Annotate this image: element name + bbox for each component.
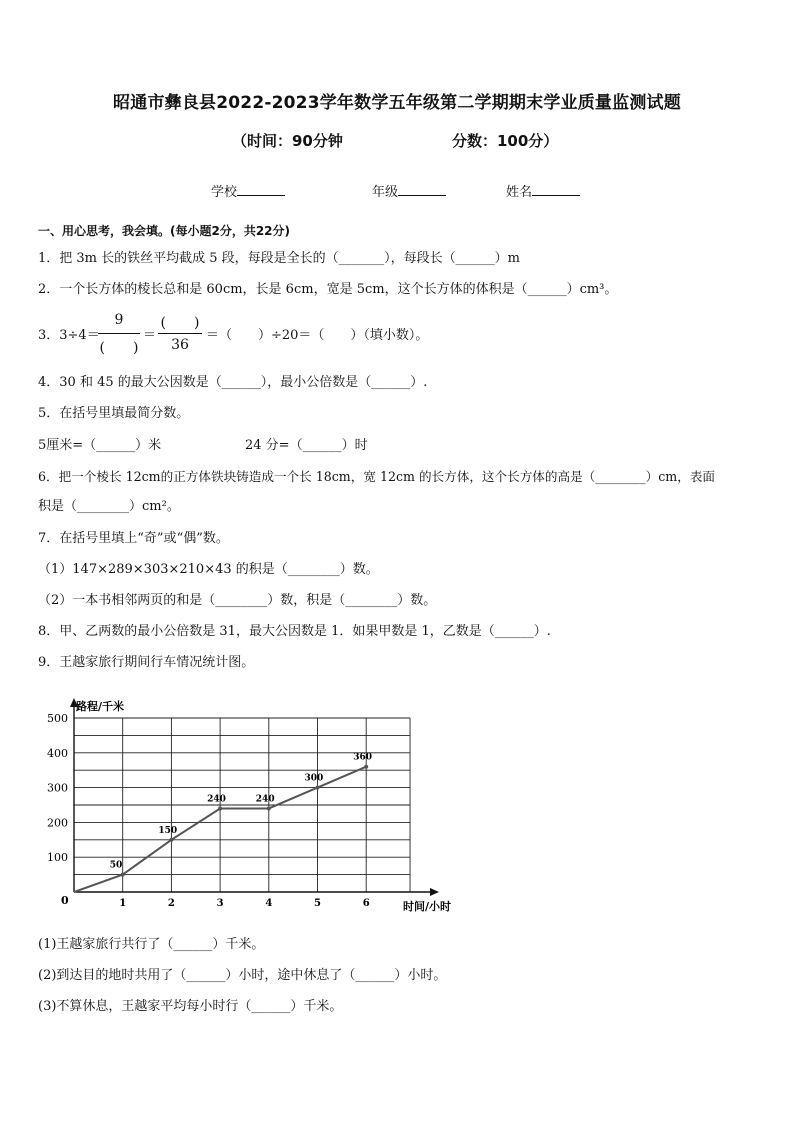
x-axis-title: 时间/小时	[403, 900, 452, 913]
y-tick-label: 400	[47, 746, 68, 760]
y-tick-label: 500	[47, 712, 68, 725]
data-label: 240	[207, 794, 226, 805]
data-label: 240	[255, 794, 275, 805]
question-2: 2．一个长方体的棱长总和是 60cm，长是 6cm，宽是 5cm，这个长方体的体积是（______）cm³。	[38, 282, 618, 297]
x-tick-label: 1	[119, 898, 127, 909]
question-4: 4．30 和 45 的最大公因数是（______），最小公倍数是（______）.	[38, 375, 428, 390]
question-9-3: (3)不算休息，王越家平均每小时行（______）千米。	[38, 999, 343, 1014]
fraction-1-numerator: 9	[114, 312, 124, 328]
chart-series	[74, 765, 368, 892]
school-field	[211, 181, 285, 200]
data-label: 300	[304, 773, 324, 784]
data-point	[218, 806, 222, 810]
name-blank	[532, 181, 580, 196]
question-7-1: （1）147×289×303×210×43 的积是（________）数。	[38, 562, 379, 577]
data-point	[267, 806, 271, 810]
x-tick-label: 2	[167, 898, 175, 909]
question-7-2: （2）一本书相邻两页的和是（________）数，积是（________）数。	[38, 593, 437, 608]
fraction-2-denominator: 36	[171, 337, 189, 353]
question-3-equals: ＝	[143, 328, 157, 343]
exam-time: （时间：90分钟	[232, 132, 343, 150]
question-1: 1．把 3m 长的铁丝平均截成 5 段，每段是全长的（_______），每段长（______）m	[38, 251, 520, 266]
question-3-suffix: ＝（ ）÷20＝（ ）（填小数）。	[206, 328, 429, 343]
y-tick-label: 300	[47, 781, 68, 795]
fraction-1-line	[98, 333, 140, 334]
question-9: 9．王越家旅行期间行车情况统计图。	[38, 655, 255, 670]
x-tick-label: 6	[362, 898, 370, 909]
data-label: 360	[353, 752, 372, 763]
chart-axes	[70, 698, 439, 896]
section-heading: 一、用心思考，我会填。(每小题2分，共22分)	[38, 224, 291, 238]
y-tick-label: 200	[47, 816, 68, 830]
data-point	[364, 765, 368, 769]
travel-distance-line-chart	[30, 695, 470, 925]
school-blank	[237, 181, 285, 196]
x-tick-label: 3	[216, 898, 224, 909]
data-point	[121, 873, 125, 877]
data-point	[316, 786, 320, 790]
question-9-2: (2)到达目的地时共用了（______）小时，途中休息了（______）小时。	[38, 968, 447, 983]
grade-label: 年级	[372, 185, 399, 200]
fraction-2-line	[158, 333, 202, 334]
question-5: 5．在括号里填最简分数。	[38, 406, 190, 421]
school-label: 学校	[211, 185, 238, 200]
question-9-1: (1)王越家旅行共行了（______）千米。	[38, 937, 265, 952]
question-7: 7．在括号里填上“奇”或“偶”数。	[38, 531, 229, 546]
grade-blank	[398, 181, 446, 196]
question-8: 8．甲、乙两数的最小公倍数是 31，最大公因数是 1．如果甲数是 1，乙数是（______）.	[38, 624, 551, 639]
grade-field	[372, 181, 446, 200]
y-axis-title: 路程/千米	[76, 700, 125, 713]
page-title: 昭通市彝良县2022-2023学年数学五年级第二学期期末学业质量监测试题	[113, 93, 681, 113]
x-axis-arrow	[430, 888, 439, 896]
question-5a: 5厘米=（______）米	[38, 438, 162, 453]
name-label: 姓名	[506, 185, 533, 200]
chart-grid	[74, 718, 410, 892]
fraction-1-denominator: ( )	[99, 340, 139, 356]
data-label: 50	[109, 860, 123, 871]
question-5b: 24 分=（______）时	[245, 438, 368, 453]
name-field	[506, 181, 580, 200]
x-tick-label: 4	[265, 898, 273, 909]
exam-score: 分数：100分）	[452, 132, 559, 150]
origin-label: 0	[61, 894, 69, 907]
question-3-prefix: 3．3÷4＝	[38, 328, 100, 343]
data-label: 150	[158, 825, 178, 836]
x-tick-label: 5	[314, 898, 321, 909]
y-tick-label: 100	[47, 851, 68, 865]
question-6-line1: 6．把一个棱长 12cm的正方体铁块铸造成一个长 18cm，宽 12cm 的长方体，这个长方体的高是（________）cm，表面	[38, 469, 716, 484]
fraction-2-numerator: ( )	[160, 315, 200, 331]
question-6-line2: 积是（________）cm²。	[38, 499, 180, 514]
data-point	[169, 838, 173, 842]
